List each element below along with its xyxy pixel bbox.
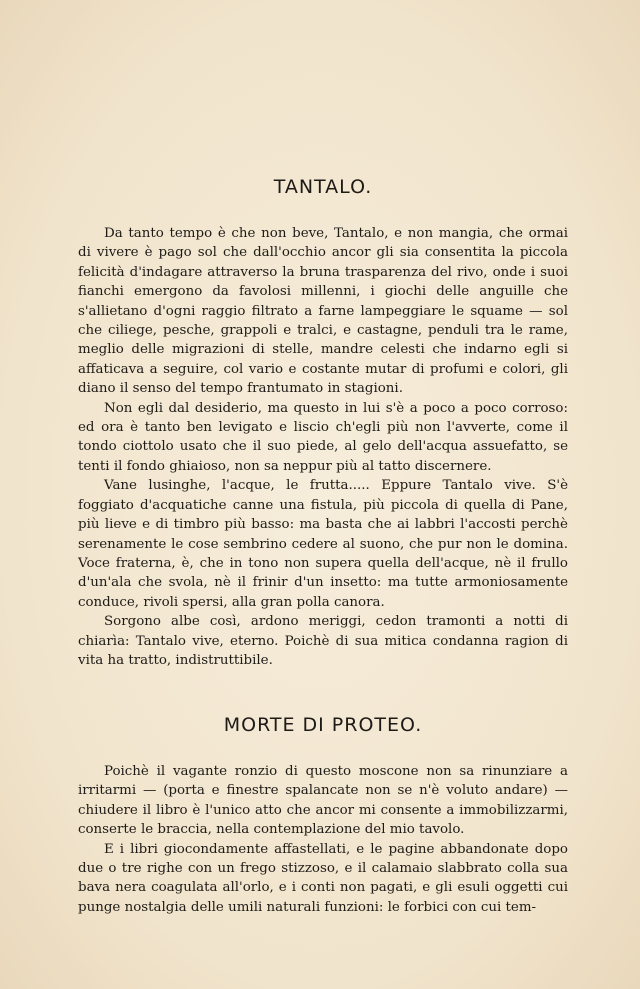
paragraph: Poichè il vagante ronzio di questo moscone non sa rinunziare a irritarmi — (porta e finestre spalancate non se n'è voluto andare) — chiudere il libro è l'unico atto che ancor mi consente a immobilizzarmi, conserte le braccia, nella contemplazione del mio tavolo. [78, 764, 568, 838]
paragraph: Da tanto tempo è che non beve, Tantalo, e non mangia, che ormai di vivere è pago sol che dall'occhio ancor gli sia consentita la piccola felicità d'indagare attraverso la bruna trasparenza del rivo, onde i suoi fianchi emergono da favolosi millenni, i giochi delle anguille che s'allietano d'ogni raggio filtrato a farne lampeggiare le squame — sol che ciliege, pesche, grappoli e tralci, e castagne, penduli tra le rame, meglio delle migrazioni di stelle, mandre celesti che indarno egli si affaticava a seguire, col vario e costante mutar di profumi e colori, gli diano il senso del tempo frantumato in stagioni. [78, 226, 568, 397]
paragraph: Non egli dal desiderio, ma questo in lui s'è a poco a poco corroso: ed ora è tanto ben levigato e liscio ch'egli più non l'avverte, come il tondo ciottolo usato che il suo piede, al gelo dell'acqua assuefatto, se tenti il fondo ghiaioso, non sa neppur più al tatto discernere. [78, 400, 568, 474]
paragraph: Vane lusinghe, l'acque, le frutta..... Eppure Tantalo vive. S'è foggiato d'acquatiche canne una fistula, più piccola di quella di Pane, più lieve e di timbro più basso: ma basta che ai labbri l'accosti perchè serenamente le cose sembrino cedere al suono, che pur non le domina. Voce fraterna, è, che in tono non supera quella dell'acque, nè il frullo d'un'ala che svola, nè il frinir d'un insetto: ma tutte armoniosamente conduce, rivoli spersi, alla gran polla canora. [78, 478, 568, 610]
section-tantalo [78, 224, 568, 670]
section-morte-di-proteo [78, 762, 568, 917]
section-title-morte-di-proteo: MORTE DI PROTEO. [223, 714, 423, 736]
paragraph: E i libri giocondamente affastellati, e le pagine abbandonate dopo due o tre righe con un frego stizzoso, e il calamaio slabbrato colla sua bava nera coagulata all'orlo, e i conti non pagati, e gli esuli oggetti cui punge nostalgia delle umili naturali funzioni: le forbici con cui tem- [78, 841, 568, 915]
paragraph: Sorgono albe così, ardono meriggi, cedon tramonti a notti di chiarìa: Tantalo vive, eterno. Poichè di sua mitica condanna ragion di vita ha tratto, indistruttibile. [78, 614, 568, 668]
section-title-tantalo: TANTALO. [273, 176, 373, 198]
